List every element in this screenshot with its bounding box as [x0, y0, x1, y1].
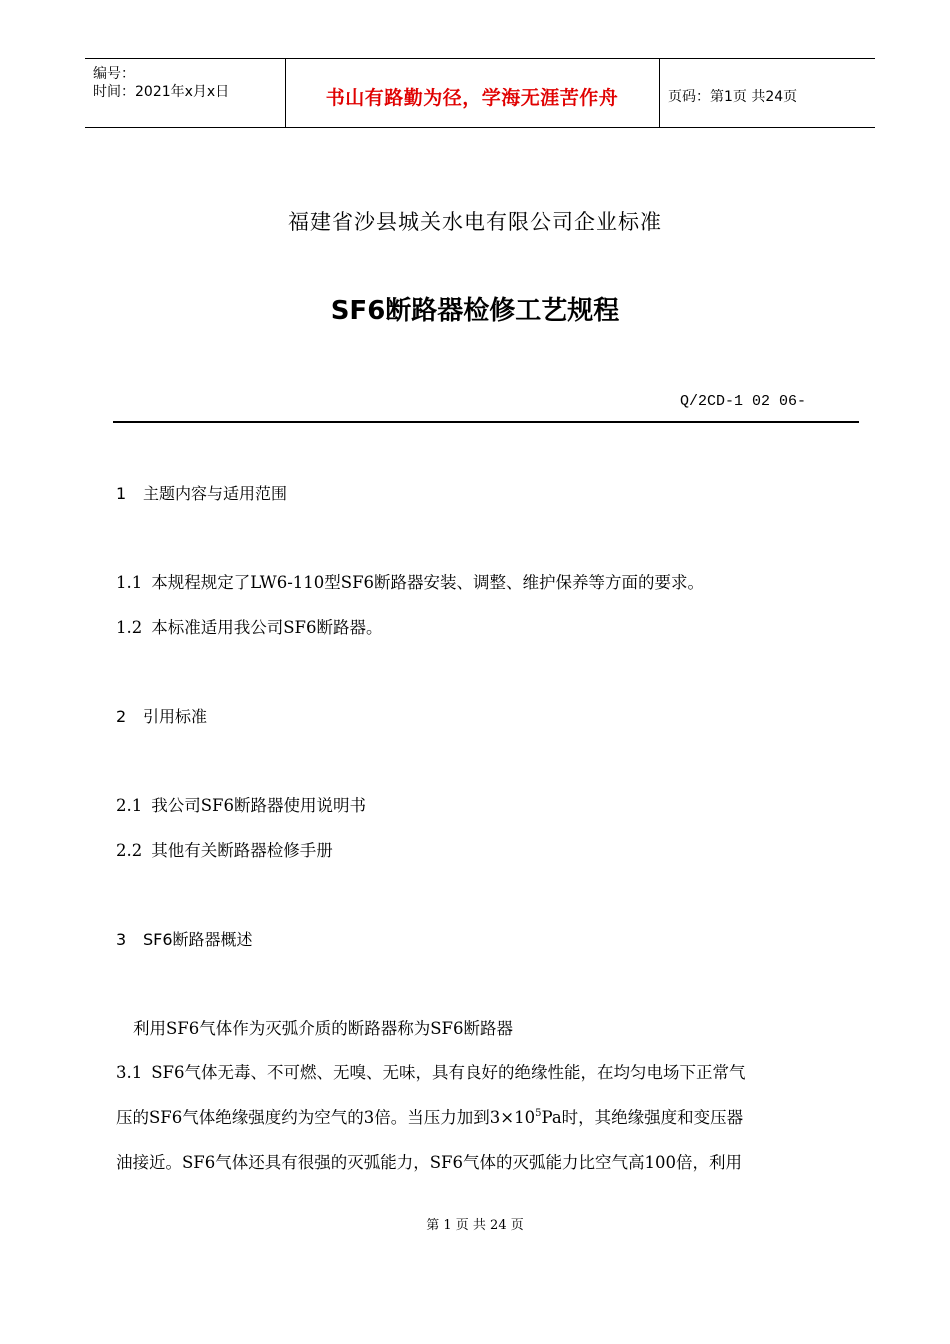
header-motto: 书山有路勤为径，学海无涯苦作舟: [325, 87, 619, 109]
paragraph: 2.2 其他有关断路器检修手册: [116, 841, 333, 860]
paragraph: 1.1 本规程规定了LW6-110型SF6断路器安装、调整、维护保养等方面的要求。: [116, 573, 705, 592]
section-heading: 3 SF6断路器概述: [116, 930, 253, 949]
page-footer: 第 1 页 共 24 页: [426, 1218, 524, 1233]
section-title: 引用标准: [143, 707, 208, 726]
paragraph: 2.1 我公司SF6断路器使用说明书: [116, 796, 366, 815]
header-divider: [659, 59, 660, 127]
paragraph-line: 压的SF6气体绝缘强度约为空气的3倍。当压力加到$3\times 10^5Pa$时，其绝缘强度和变压器: [116, 1108, 744, 1127]
document-title: SF6断路器检修工艺规程: [330, 296, 620, 326]
section-title: 主题内容与适用范围: [143, 484, 288, 503]
section-heading: 2 引用标准: [116, 707, 208, 726]
section-title: SF6断路器概述: [143, 930, 253, 949]
code-label: 编号：: [93, 66, 135, 82]
paragraph: 1.2 本标准适用我公司SF6断路器。: [116, 618, 383, 637]
document-number: Q/2CD-1 02 06-: [680, 393, 807, 410]
company-name: 福建省沙县城关水电有限公司企业标准: [288, 210, 662, 234]
paragraph-line: 油接近。SF6气体还具有很强的灭弧能力，SF6气体的灭弧能力比空气高100倍，利用: [116, 1153, 742, 1172]
date-label: 时间：2021年x月x日: [93, 84, 230, 100]
paragraph-line: 3.1 SF6气体无毒、不可燃、无嗅、无味，具有良好的绝缘性能，在均匀电场下正常气: [116, 1063, 746, 1082]
section-heading: 1 主题内容与适用范围: [116, 484, 288, 503]
intro-paragraph: 利用SF6气体作为灭弧介质的断路器称为SF6断路器: [133, 1019, 513, 1038]
title-rule: [113, 421, 859, 423]
page-header: [85, 58, 875, 128]
header-page-info: 页码：第1页 共24页: [668, 89, 798, 105]
header-meta: [93, 65, 229, 101]
